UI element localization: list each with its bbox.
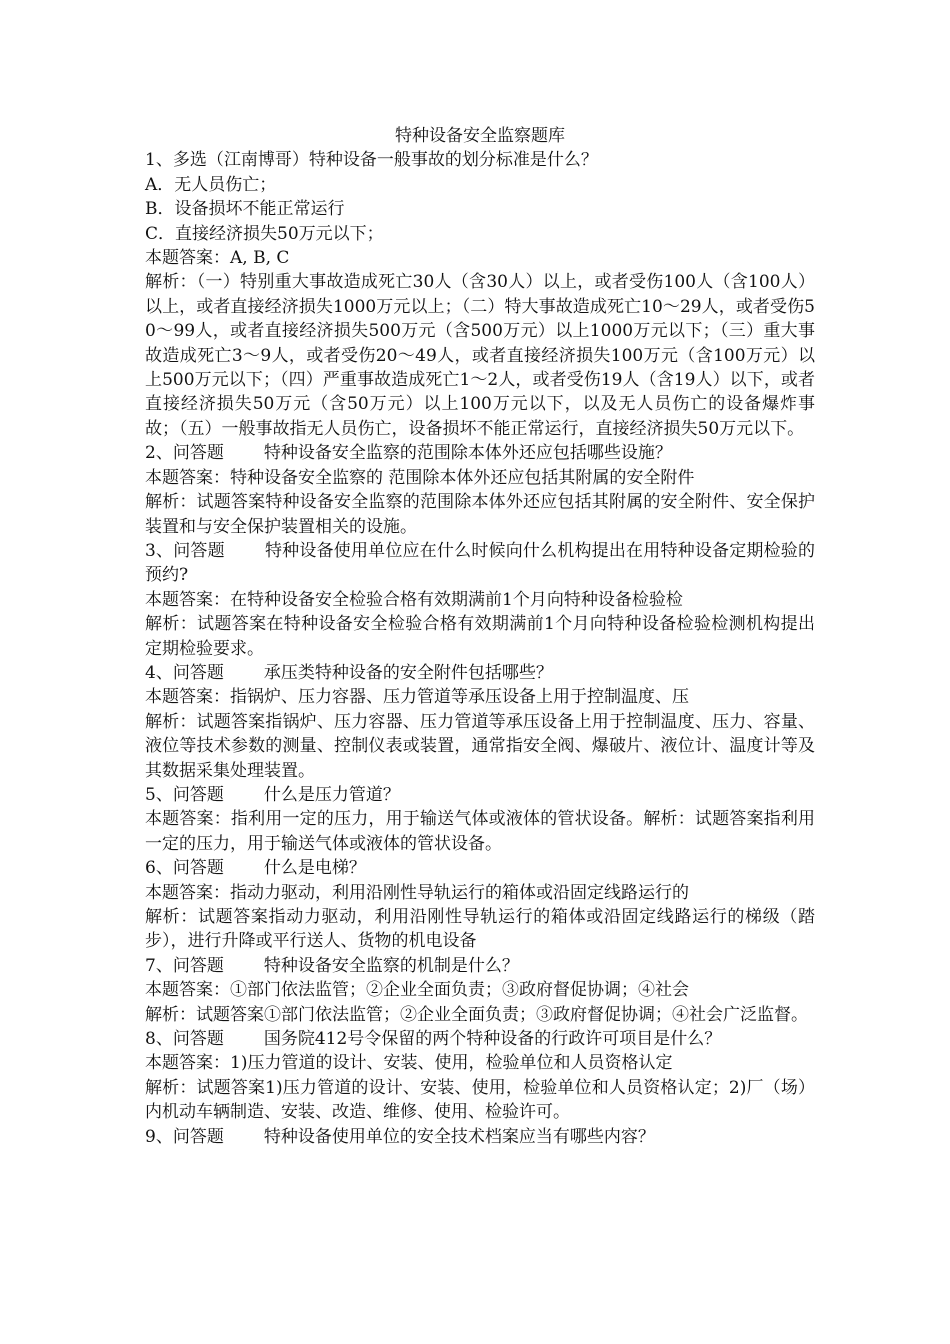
question-3-text: 特种设备使用单位应在什么时候向什么机构提出在用特种设备定期检验的预约? — [145, 540, 815, 586]
question-1-option-b: B．设备损坏不能正常运行 — [145, 199, 345, 220]
question-6-heading — [145, 856, 815, 880]
question-8-number: 8、问答题 — [145, 1029, 224, 1050]
question-3 — [145, 539, 815, 661]
question-6-answer: 本题答案：指动力驱动，利用沿刚性导轨运行的箱体或沿固定线路运行的 — [145, 882, 689, 903]
document-title: 特种设备安全监察题库 — [395, 126, 565, 146]
question-1-option-a: A．无人员伤亡； — [145, 174, 277, 195]
question-6-analysis: 解析：试题答案指动力驱动，利用沿刚性导轨运行的箱体或沿固定线路运行的梯级（踏步），进行升降或平行送人、货物的机电设备 — [145, 907, 815, 952]
document-page — [145, 124, 815, 1149]
question-8-answer: 本题答案：1)压力管道的设计、安装、使用，检验单位和人员资格认定 — [145, 1053, 673, 1074]
question-8 — [145, 1027, 815, 1125]
question-5-heading — [145, 783, 815, 807]
question-1-option-c: C．直接经济损失50万元以下； — [145, 223, 384, 244]
question-2-heading — [145, 441, 815, 465]
question-9 — [145, 1125, 815, 1149]
question-2-text: 特种设备安全监察的范围除本体外还应包括哪些设施？ — [263, 443, 672, 464]
question-4-number: 4、问答题 — [145, 662, 224, 683]
question-7-heading — [145, 954, 815, 978]
question-5-answer-analysis: 本题答案：指利用一定的压力，用于输送气体或液体的管状设备。解析：试题答案指利用一定的压力，用于输送气体或液体的管状设备。 — [145, 809, 815, 854]
question-4-analysis: 解析：试题答案指锅炉、压力容器、压力管道等承压设备上用于控制温度、压力、容量、液位等技术参数的测量、控制仪表或装置，通常指安全阀、爆破片、液位计、温度计等及其数据采集处理装置。 — [145, 711, 815, 781]
question-4-answer: 本题答案：指锅炉、压力容器、压力管道等承压设备上用于控制温度、压 — [145, 687, 689, 708]
question-2-analysis: 解析：试题答案特种设备安全监察的范围除本体外还应包括其附属的安全附件、安全保护装置和与安全保护装置相关的设施。 — [145, 492, 815, 537]
question-1 — [145, 148, 815, 441]
question-8-heading — [145, 1027, 815, 1051]
question-6-text: 什么是电梯？ — [263, 858, 366, 879]
question-4 — [145, 661, 815, 783]
question-7-number: 7、问答题 — [145, 955, 224, 976]
question-2 — [145, 441, 815, 539]
question-1-analysis: 解析：（一）特别重大事故造成死亡30人（含30人）以上，或者受伤100人（含100人）以上，或者直接经济损失1000万元以上；（二）特大事故造成死亡10～29人，或者受伤50～99人，或者直接经济损失500万元（含500万元）以上1000万元以下；（三）重大事故造成死亡3～9人，或者受伤20～49人，或者直接经济损失100万元（含100万元）以上500万元以下；（四）严重事故造成死亡1～2人，或者受伤19人（含19人）以下，或者直接经济损失50万元（含50万元）以上100万元以下，以及无人员伤亡的设备爆炸事故；（五）一般事故指无人员伤亡，设备损坏不能正常运行，直接经济损失50万元以下。 — [145, 272, 815, 439]
question-9-text: 特种设备使用单位的安全技术档案应当有哪些内容？ — [263, 1126, 655, 1147]
question-2-answer: 本题答案：特种设备安全监察的 范围除本体外还应包括其附属的安全附件 — [145, 467, 695, 488]
question-4-text: 承压类特种设备的安全附件包括哪些？ — [263, 662, 553, 683]
question-1-heading: 1、多选（江南博哥）特种设备一般事故的划分标准是什么？ — [145, 150, 598, 171]
question-9-heading — [145, 1125, 815, 1149]
question-7 — [145, 954, 815, 1027]
question-5 — [145, 783, 815, 856]
question-3-analysis: 解析：试题答案在特种设备安全检验合格有效期满前1个月向特种设备检验检测机构提出定期检验要求。 — [145, 614, 815, 659]
question-3-answer: 本题答案：在特种设备安全检验合格有效期满前1个月向特种设备检验检 — [145, 589, 683, 610]
question-8-text: 国务院412号令保留的两个特种设备的行政许可项目是什么？ — [263, 1029, 722, 1050]
question-3-heading — [145, 539, 815, 588]
question-6-number: 6、问答题 — [145, 858, 224, 879]
question-5-text: 什么是压力管道？ — [263, 784, 400, 805]
question-6 — [145, 856, 815, 954]
question-7-text: 特种设备安全监察的机制是什么？ — [263, 955, 519, 976]
question-2-number: 2、问答题 — [145, 443, 224, 464]
question-4-heading — [145, 661, 815, 685]
question-3-number: 3、问答题 — [145, 540, 225, 561]
question-5-number: 5、问答题 — [145, 784, 224, 805]
question-7-answer: 本题答案：①部门依法监管；②企业全面负责；③政府督促协调；④社会 — [145, 980, 689, 1001]
question-8-analysis: 解析：试题答案1)压力管道的设计、安装、使用，检验单位和人员资格认定；2)厂（场）内机动车辆制造、安装、改造、维修、使用、检验许可。 — [145, 1077, 815, 1123]
question-7-analysis: 解析：试题答案①部门依法监管；②企业全面负责；③政府督促协调；④社会广泛监督。 — [145, 1004, 808, 1025]
question-1-answer: 本题答案：A, B, C — [145, 248, 290, 269]
question-9-number: 9、问答题 — [145, 1126, 224, 1147]
